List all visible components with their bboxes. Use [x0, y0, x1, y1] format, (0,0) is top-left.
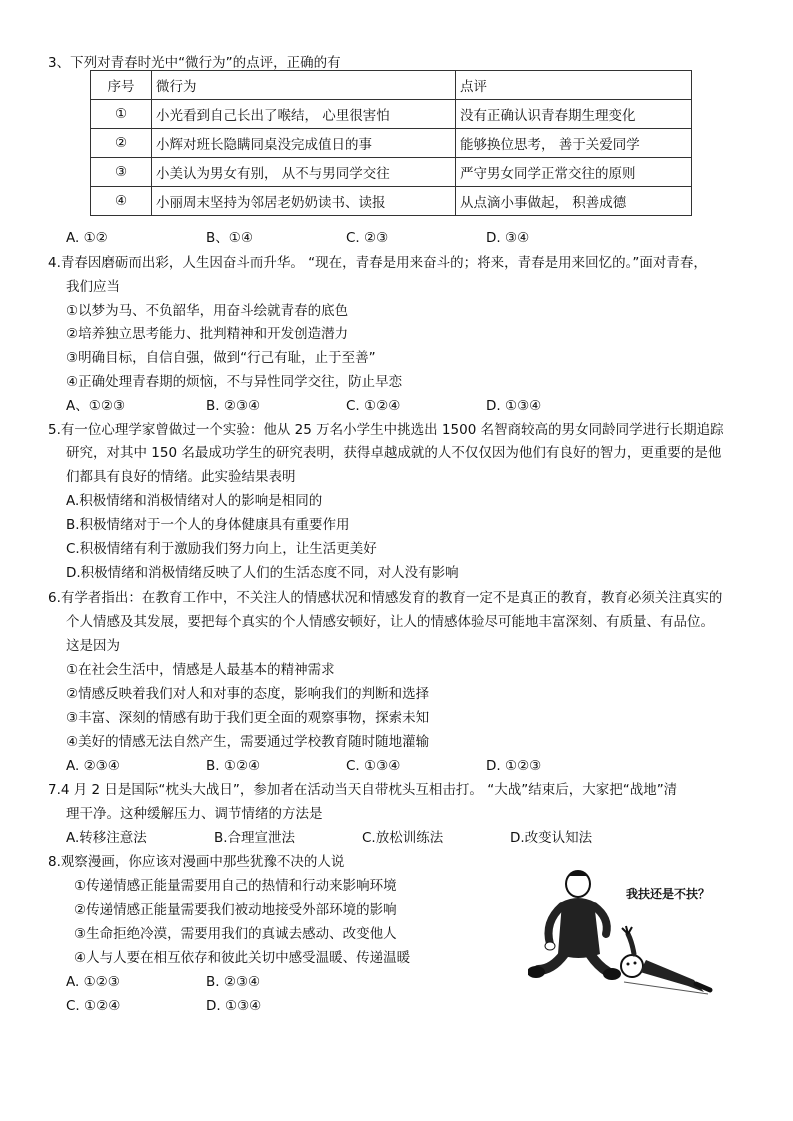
q4-item-3: ③明确目标，自信自强，做到“行己有耻，止于至善” — [66, 350, 376, 366]
q6-stem-line2: 个人情感及其发展，要把每个真实的个人情感安顿好，让人的情感体验尽可能地丰富深刻、有质量、有品位。 — [66, 614, 714, 630]
option-b[interactable]: B. ②③④ — [206, 398, 261, 414]
option-b[interactable]: B.积极情绪对于一个人的身体健康具有重要作用 — [66, 517, 350, 533]
option-a[interactable]: A. ①②③ — [66, 974, 120, 990]
q6-item-2: ②情感反映着我们对人和对事的态度，影响我们的判断和选择 — [66, 686, 430, 702]
cartoon-drawing — [528, 862, 714, 998]
q5-stem-line2: 研究，对其中 150 名最成功学生的研究表明，获得卓越成就的人不仅仅因为他们有良好的智力，更重要的是他 — [66, 445, 722, 461]
table-cell: ④ — [91, 187, 152, 216]
q6-item-4: ④美好的情感无法自然产生，需要通过学校教育随时随地灌输 — [66, 734, 430, 750]
q6-options — [66, 756, 626, 776]
q3-options — [66, 228, 626, 248]
q3-stem: 3、下列对青春时光中“微行为”的点评，正确的有 — [48, 55, 341, 71]
table-header: 微行为 — [152, 71, 456, 100]
q7-options — [66, 828, 658, 848]
option-c[interactable]: C. ①②④ — [346, 398, 401, 414]
table-cell: 小光看到自己长出了喉结， 心里很害怕 — [152, 100, 456, 129]
q4-options — [66, 396, 626, 416]
q6-stem-line3: 这是因为 — [66, 638, 120, 654]
option-d[interactable]: D. ③④ — [486, 230, 530, 246]
option-a[interactable]: A. ①② — [66, 230, 108, 246]
option-d[interactable]: D.改变认知法 — [510, 830, 593, 846]
q4-item-2: ②培养独立思考能力、批判精神和开发创造潜力 — [66, 326, 349, 342]
option-d[interactable]: D.积极情绪和消极情绪反映了人们的生活态度不同，对人没有影响 — [66, 565, 459, 581]
table-cell: 严守男女同学正常交往的原则 — [456, 158, 692, 187]
table-row — [91, 158, 692, 187]
option-d[interactable]: D. ①②③ — [486, 758, 542, 774]
option-c[interactable]: C. ②③ — [346, 230, 389, 246]
table-cell: ② — [91, 129, 152, 158]
option-a[interactable]: A、①②③ — [66, 398, 126, 414]
q8-options-row1 — [66, 972, 346, 992]
table-cell: 小美认为男女有别， 从不与男同学交往 — [152, 158, 456, 187]
option-d[interactable]: D. ①③④ — [206, 998, 262, 1014]
table-header: 点评 — [456, 71, 692, 100]
option-c[interactable]: C.积极情绪有利于激励我们努力向上，让生活更美好 — [66, 541, 377, 557]
table-cell: 能够换位思考， 善于关爱同学 — [456, 129, 692, 158]
q8-item-4: ④人与人要在相互依存和彼此关切中感受温暖、传递温暖 — [74, 950, 411, 966]
table-cell: ① — [91, 100, 152, 129]
q3-table — [90, 70, 692, 216]
option-b[interactable]: B.合理宣泄法 — [214, 830, 296, 846]
table-cell: 小丽周末坚持为邻居老奶奶读书、读报 — [152, 187, 456, 216]
option-a[interactable]: A.转移注意法 — [66, 830, 147, 846]
q5-stem-line3: 们都具有良好的情绪。此实验结果表明 — [66, 469, 296, 485]
option-c[interactable]: C.放松训练法 — [362, 830, 444, 846]
option-a[interactable]: A.积极情绪和消极情绪对人的影响是相同的 — [66, 493, 323, 509]
table-row — [91, 187, 692, 216]
q4-stem-line1: 4.青春因磨砺而出彩，人生因奋斗而升华。 “现在，青春是用来奋斗的；将来，青春是用来回忆的。”面对青春， — [48, 255, 707, 271]
cartoon-caption: 我扶还是不扶？ — [626, 887, 711, 901]
q8-stem: 8.观察漫画，你应该对漫画中那些犹豫不决的人说 — [48, 854, 345, 870]
table-cell: ③ — [91, 158, 152, 187]
table-row — [91, 129, 692, 158]
table-header-row — [91, 71, 692, 100]
option-b[interactable]: B. ①②④ — [206, 758, 261, 774]
q8-options-row2 — [66, 996, 346, 1016]
q5-stem-line1: 5.有一位心理学家曾做过一个实验：他从 25 万名小学生中挑选出 1500 名智商较高的男女同龄同学进行长期追踪 — [48, 422, 724, 438]
q6-item-3: ③丰富、深刻的情感有助于我们更全面的观察事物，探索未知 — [66, 710, 430, 726]
q8-item-1: ①传递情感正能量需要用自己的热情和行动来影响环境 — [74, 878, 397, 894]
option-a[interactable]: A. ②③④ — [66, 758, 120, 774]
option-b[interactable]: B、①④ — [206, 230, 253, 246]
q7-stem-line2: 理干净。这种缓解压力、调节情绪的方法是 — [66, 806, 323, 822]
option-b[interactable]: B. ②③④ — [206, 974, 261, 990]
q8-item-2: ②传递情感正能量需要我们被动地接受外部环境的影响 — [74, 902, 397, 918]
table-row — [91, 100, 692, 129]
q7-stem-line1: 7.4 月 2 日是国际“枕头大战日”，参加者在活动当天自带枕头互相击打。 “大战”结束后，大家把“战地”清 — [48, 782, 678, 798]
option-d[interactable]: D. ①③④ — [486, 398, 542, 414]
q8-item-3: ③生命拒绝冷漠，需要用我们的真诚去感动、改变他人 — [74, 926, 397, 942]
q6-stem-line1: 6.有学者指出：在教育工作中，不关注人的情感状况和情感发育的教育一定不是真正的教育，教育必须关注真实的 — [48, 590, 723, 606]
table-header: 序号 — [91, 71, 152, 100]
option-c[interactable]: C. ①②④ — [66, 998, 121, 1014]
q4-stem-line2: 我们应当 — [66, 279, 120, 295]
q6-item-1: ①在社会生活中，情感是人最基本的精神需求 — [66, 662, 335, 678]
q4-item-4: ④正确处理青春期的烦恼，不与异性同学交往，防止早恋 — [66, 374, 403, 390]
q4-item-1: ①以梦为马、不负韶华，用奋斗绘就青春的底色 — [66, 303, 349, 319]
cartoon-illustration — [528, 862, 714, 998]
option-c[interactable]: C. ①③④ — [346, 758, 401, 774]
table-cell: 从点滴小事做起， 积善成德 — [456, 187, 692, 216]
table-cell: 没有正确认识青春期生理变化 — [456, 100, 692, 129]
table-cell: 小辉对班长隐瞒同桌没完成值日的事 — [152, 129, 456, 158]
